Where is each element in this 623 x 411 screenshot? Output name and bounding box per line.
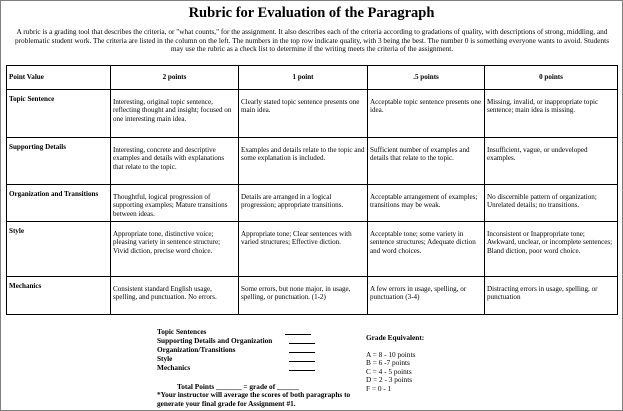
score-line [157, 336, 357, 345]
criterion-label: Topic Sentence [7, 90, 111, 138]
score-sheet [157, 327, 357, 372]
table-cell: Consistent standard English usage, spelling, and punctuation. No errors. [111, 277, 239, 315]
grade-equivalent-heading: Grade Equivalent: [366, 333, 425, 342]
table-cell: Examples and details relate to the topic and some explanation is included. [239, 138, 368, 185]
score-item-label: Mechanics [157, 363, 191, 373]
grade-scale-item: B = 6 -7 points [366, 358, 410, 368]
table-cell: Distracting errors in usage, spelling, or punctuation [485, 277, 618, 315]
instructor-note: *Your instructor will average the scores of both paragraphs to generate your final grade for Assignment #1. [157, 390, 351, 408]
score-item-label: Style [157, 354, 173, 364]
page-title: Rubric for Evaluation of the Paragraph [188, 5, 435, 21]
criterion-label: Supporting Details [7, 138, 111, 185]
score-line [157, 345, 357, 354]
score-line [157, 363, 357, 372]
score-blank [289, 363, 315, 371]
table-header-row [7, 66, 618, 90]
table-cell: Missing, invalid, or inappropriate topic sentence; main idea is missing. [485, 90, 618, 138]
table-cell: Clearly stated topic sentence presents one main idea. [239, 90, 368, 138]
table-cell: No discernible pattern of organization; Unrelated details; no transitions. [485, 185, 618, 222]
header-half-point: .5 points [368, 66, 485, 90]
criterion-label: Style [7, 222, 111, 277]
score-line [157, 327, 357, 336]
score-blank [289, 336, 315, 344]
score-item-label: Topic Sentences [157, 327, 207, 336]
table-cell: Details are arranged in a logical progression; appropriate transitions. [239, 185, 368, 222]
score-line [157, 354, 357, 363]
header-point-value: Point Value [7, 66, 111, 90]
table-cell: Appropriate tone; Clear sentences with varied structures; Effective diction. [239, 222, 368, 277]
table-cell: Thoughtful, logical progression of supporting examples; Mature transitions between ideas. [111, 185, 239, 222]
table-cell: Insufficient, vague, or undeveloped examples. [485, 138, 618, 185]
score-item-label: Organization/Transitions [157, 345, 236, 355]
table-cell: Acceptable tone; some variety in sentence structures; Adequate diction and word choices. [368, 222, 485, 277]
table-cell: Interesting, original topic sentence, reflecting thought and insight; focused on one interesting main idea. [111, 90, 239, 138]
score-blank [289, 354, 315, 362]
intro-paragraph: A rubric is a grading tool that describes the criteria, or "what counts," for the assignment. It also describes each of the criteria according to gradations of quality, with descriptions of strong, middling, and problematic student work. The criteria are listed in the column on the left. The numbers in the top row indicate quality, with 3 being the best. The number 0 is something everyone wants to avoid. Students may use the rubric as a check list to determine if the writing meets the criteria of the assignment. [14, 27, 610, 54]
table-cell: Appropriate tone, distinctive voice; pleasing variety in sentence structure; Vivid diction, precise word choice. [111, 222, 239, 277]
table-cell: Sufficient number of examples and details that relate to the topic. [368, 138, 485, 185]
score-blank [285, 327, 311, 335]
grade-scale-item: A = 8 - 10 points [366, 349, 416, 359]
grade-scale-item: D = 2 - 3 points [366, 375, 413, 385]
table-cell: Acceptable topic sentence presents one idea. [368, 90, 485, 138]
grade-scale-item: F = 0 - 1 [366, 383, 392, 393]
table-row [7, 277, 618, 315]
table-row [7, 222, 618, 277]
table-cell: Acceptable arrangement of examples; transitions may be weak. [368, 185, 485, 222]
header-2-points: 2 points [111, 66, 239, 90]
grade-equivalent [366, 334, 506, 394]
table-cell: Interesting, concrete and descriptive examples and details with explanations that relate to the topic. [111, 138, 239, 185]
table-row [7, 90, 618, 138]
total-points-line: Total Points _______ = grade of ______ [177, 382, 299, 391]
criterion-label: Organization and Transitions [7, 185, 111, 222]
criterion-label: Mechanics [7, 277, 111, 315]
header-0-points: 0 points [485, 66, 618, 90]
rubric-table [6, 65, 618, 315]
score-item-label: Supporting Details and Organization [157, 336, 273, 346]
table-cell: Inconsistent or Inappropriate tone; Awkward, unclear, or incomplete sentences; Bland diction, poor word choice. [485, 222, 618, 277]
table-cell: Some errors, but none major, in usage, spelling, or punctuation. (1-2) [239, 277, 368, 315]
table-cell: A few errors in usage, spelling, or punctuation (3-4) [368, 277, 485, 315]
grade-scale-item: C = 4 - 5 points [366, 366, 412, 376]
table-row [7, 185, 618, 222]
score-blank [289, 345, 315, 353]
header-1-point: 1 point [239, 66, 368, 90]
table-row [7, 138, 618, 185]
